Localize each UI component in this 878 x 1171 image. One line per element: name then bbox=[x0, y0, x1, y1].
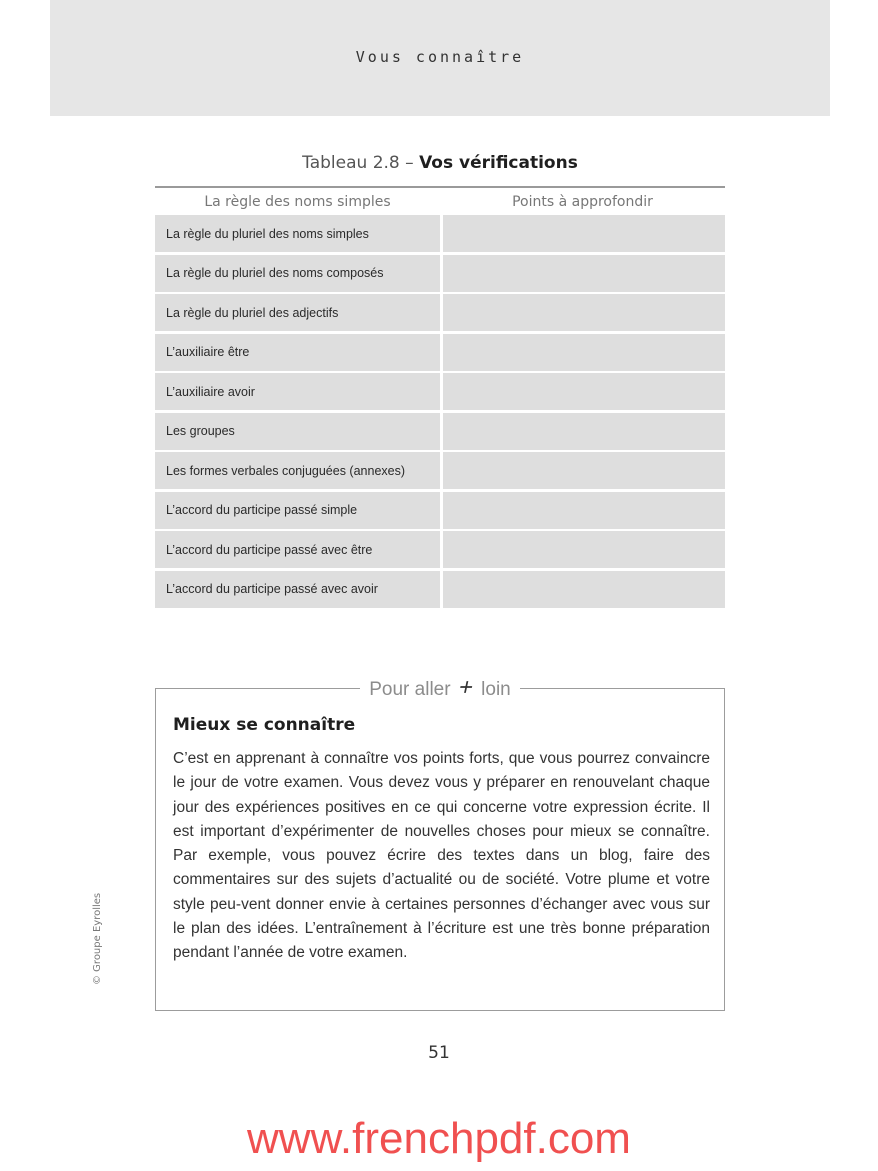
header-band bbox=[50, 0, 830, 116]
row-label: L’accord du participe passé avec être bbox=[155, 531, 440, 568]
table-row bbox=[155, 452, 725, 489]
row-label: L’auxiliaire avoir bbox=[155, 373, 440, 410]
row-notes-cell bbox=[443, 452, 725, 489]
table-header-row bbox=[155, 186, 725, 215]
row-notes-cell bbox=[443, 255, 725, 292]
further-body-text: C’est en apprenant à connaître vos points forts, que vous pourrez convaincre le jour de votre examen. Vous devez vous y préparer en renouvelant chaque jour des expériences positives en ce qui concerne votre expression écrite. Il est important d’expérimenter de nouvelles choses pour mieux se connaître. Par exemple, vous pouvez écrire des textes dans un blog, faire des commentaires sur des sujets d’actualité ou de société. Votre plume et votre style peu-vent donner envie à certaines personnes d’échanger avec vous sur le plan des idées. L’entraînement à l’écriture est une très bonne préparation pendant l’année de votre examen. bbox=[173, 750, 710, 962]
row-label: La règle du pluriel des noms simples bbox=[155, 215, 440, 252]
table-row bbox=[155, 294, 725, 331]
running-title: Vous connaître bbox=[355, 48, 525, 66]
row-label: L’accord du participe passé avec avoir bbox=[155, 571, 440, 608]
row-notes-cell bbox=[443, 413, 725, 450]
table-caption bbox=[155, 153, 725, 173]
further-heading: Mieux se connaître bbox=[173, 715, 356, 735]
row-label: Les groupes bbox=[155, 413, 440, 450]
plus-icon: + bbox=[456, 674, 476, 701]
further-title-left: Pour aller bbox=[369, 679, 451, 700]
table-caption-prefix: Tableau 2.8 – bbox=[302, 153, 420, 173]
row-notes-cell bbox=[443, 571, 725, 608]
verification-table bbox=[155, 186, 725, 610]
further-reading-title bbox=[156, 676, 724, 701]
table-row bbox=[155, 413, 725, 450]
row-label: La règle du pluriel des adjectifs bbox=[155, 294, 440, 331]
table-row bbox=[155, 492, 725, 529]
row-label: L’auxiliaire être bbox=[155, 334, 440, 371]
table-row bbox=[155, 531, 725, 568]
row-notes-cell bbox=[443, 531, 725, 568]
row-notes-cell bbox=[443, 215, 725, 252]
row-notes-cell bbox=[443, 492, 725, 529]
row-label: La règle du pluriel des noms composés bbox=[155, 255, 440, 292]
table-row bbox=[155, 255, 725, 292]
row-notes-cell bbox=[443, 373, 725, 410]
table-caption-title: Vos vérifications bbox=[419, 153, 578, 173]
page-number: 51 bbox=[428, 1043, 450, 1063]
table-row bbox=[155, 334, 725, 371]
table-row bbox=[155, 215, 725, 252]
further-title-right: loin bbox=[481, 679, 511, 700]
watermark-url: www.frenchpdf.com bbox=[247, 1114, 631, 1163]
row-label: L’accord du participe passé simple bbox=[155, 492, 440, 529]
table-row bbox=[155, 373, 725, 410]
row-notes-cell bbox=[443, 334, 725, 371]
further-reading-box bbox=[155, 674, 725, 1011]
column-header-rule: La règle des noms simples bbox=[204, 193, 391, 210]
row-notes-cell bbox=[443, 294, 725, 331]
column-header-points: Points à approfondir bbox=[512, 193, 653, 210]
copyright-notice: © Groupe Eyrolles bbox=[92, 892, 103, 985]
row-label: Les formes verbales conjuguées (annexes) bbox=[155, 452, 440, 489]
table-row bbox=[155, 571, 725, 608]
